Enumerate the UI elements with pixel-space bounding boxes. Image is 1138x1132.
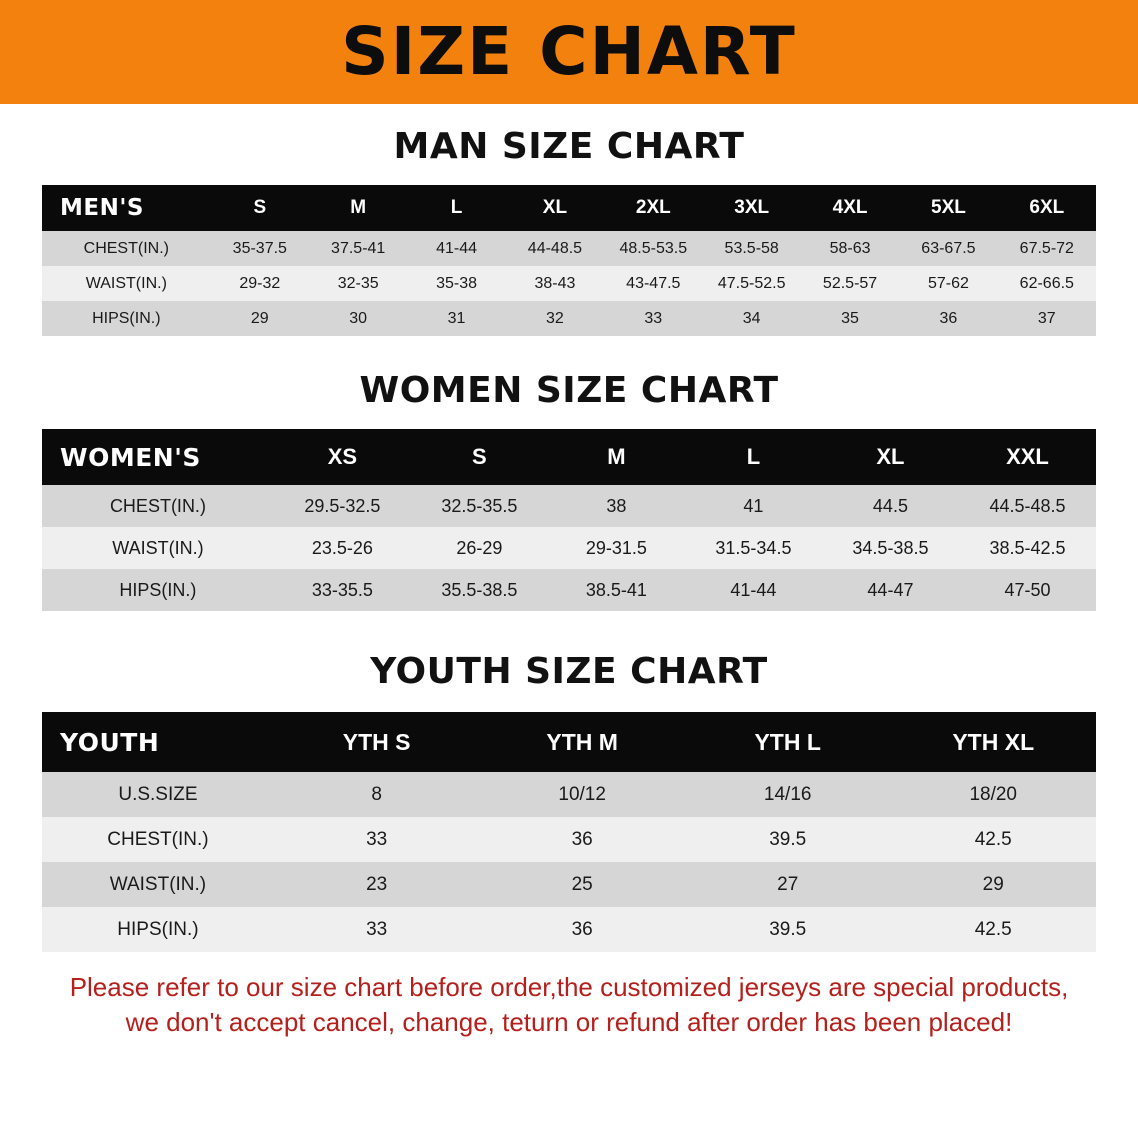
youth-cell-1-3: 14/16 [685,772,891,817]
man-size-table [42,185,1096,336]
table-header-row [42,712,1096,772]
youth-row-label: U.S.SIZE [42,772,274,817]
table-row [42,817,1096,862]
youth-cell-3-3: 27 [685,862,891,907]
women-cell-2-1: 23.5-26 [274,527,411,569]
youth-table-body [42,772,1096,952]
women-cell-3-5: 44-47 [822,569,959,611]
men-cell-1-9: 67.5-72 [998,231,1096,266]
men-cell-2-7: 52.5-57 [801,266,899,301]
youth-cell-3-4: 29 [890,862,1096,907]
women-size-table [42,429,1096,611]
men-cell-3-8: 36 [899,301,997,336]
youth-row-label: CHEST(IN.) [42,817,274,862]
men-size-header-2: M [350,197,367,218]
youth-section-heading: YOUTH SIZE CHART [370,651,768,692]
men-cell-3-5: 33 [604,301,702,336]
women-size-header-1: XS [327,444,358,469]
men-cell-3-1: 29 [211,301,309,336]
women-size-header-2: S [472,444,487,469]
men-size-header-3: L [450,197,463,218]
men-cell-1-4: 44-48.5 [506,231,604,266]
youth-cell-1-4: 18/20 [890,772,1096,817]
youth-row-label: HIPS(IN.) [42,907,274,952]
youth-size-header-3: YTH L [754,728,821,755]
men-cell-3-3: 31 [407,301,505,336]
table-header-row [42,185,1096,231]
women-table-header [42,429,1096,485]
men-cell-1-3: 41-44 [407,231,505,266]
table-row [42,266,1096,301]
women-size-header-6: XXL [1006,444,1049,469]
women-cell-2-2: 26-29 [411,527,548,569]
men-row-label: WAIST(IN.) [42,266,211,301]
note-line-1: Please refer to our size chart before order,the customized jerseys are special products, [69,972,1069,1002]
women-cell-2-3: 29-31.5 [548,527,685,569]
youth-cell-1-2: 10/12 [479,772,685,817]
youth-size-table [42,712,1096,952]
youth-cell-4-4: 42.5 [890,907,1096,952]
man-table-body [42,231,1096,336]
youth-table-header [42,712,1096,772]
man-section-heading: MAN SIZE CHART [393,126,745,167]
youth-cell-4-3: 39.5 [685,907,891,952]
women-cell-3-2: 35.5-38.5 [411,569,548,611]
women-size-header-5: XL [876,444,905,469]
table-row [42,485,1096,527]
men-size-header-8: 5XL [931,197,966,218]
youth-cell-2-3: 39.5 [685,817,891,862]
women-row-label: CHEST(IN.) [42,485,274,527]
table-row [42,907,1096,952]
men-cell-3-4: 32 [506,301,604,336]
women-cell-1-5: 44.5 [822,485,959,527]
women-table-wrapper [0,429,1138,611]
table-row [42,231,1096,266]
youth-cell-3-1: 23 [274,862,480,907]
women-cell-3-4: 41-44 [685,569,822,611]
note-line-2: we don't accept cancel, change, teturn or refund after order has been placed! [125,1007,1013,1038]
men-size-header-5: 2XL [635,197,671,218]
men-size-header-4: XL [542,197,568,218]
women-row-label: HIPS(IN.) [42,569,274,611]
men-cell-2-6: 47.5-52.5 [703,266,801,301]
women-cell-1-2: 32.5-35.5 [411,485,548,527]
men-size-header-7: 4XL [832,197,868,218]
men-cell-2-3: 35-38 [407,266,505,301]
men-cell-2-8: 57-62 [899,266,997,301]
men-cell-2-5: 43-47.5 [604,266,702,301]
women-section-heading: WOMEN SIZE CHART [359,370,779,411]
men-cell-1-8: 63-67.5 [899,231,997,266]
women-row-label-header: WOMEN'S [60,442,201,472]
youth-row-label: WAIST(IN.) [42,862,274,907]
women-size-header-4: L [746,444,761,469]
women-cell-3-6: 47-50 [959,569,1096,611]
men-row-label: CHEST(IN.) [42,231,211,266]
men-row-label: HIPS(IN.) [42,301,211,336]
youth-cell-4-2: 36 [479,907,685,952]
youth-size-header-2: YTH M [546,728,618,755]
table-row [42,527,1096,569]
women-cell-2-6: 38.5-42.5 [959,527,1096,569]
youth-cell-3-2: 25 [479,862,685,907]
men-cell-2-2: 32-35 [309,266,407,301]
youth-cell-2-4: 42.5 [890,817,1096,862]
youth-table-wrapper [0,712,1138,952]
women-cell-1-1: 29.5-32.5 [274,485,411,527]
table-row [42,862,1096,907]
men-cell-3-7: 35 [801,301,899,336]
men-cell-3-2: 30 [309,301,407,336]
men-size-header-1: S [253,197,267,218]
men-cell-2-4: 38-43 [506,266,604,301]
youth-cell-4-1: 33 [274,907,480,952]
table-header-row [42,429,1096,485]
man-row-label-header: MEN'S [60,195,144,221]
table-row [42,772,1096,817]
men-size-header-6: 3XL [734,197,770,218]
youth-row-label-header: YOUTH [60,727,160,757]
order-policy-note [40,970,1098,1040]
youth-size-header-4: YTH XL [952,728,1035,755]
women-cell-1-6: 44.5-48.5 [959,485,1096,527]
women-cell-3-1: 33-35.5 [274,569,411,611]
women-cell-2-5: 34.5-38.5 [822,527,959,569]
men-cell-2-1: 29-32 [211,266,309,301]
men-cell-1-2: 37.5-41 [309,231,407,266]
men-size-header-9: 6XL [1029,197,1065,218]
youth-cell-1-1: 8 [274,772,480,817]
youth-cell-2-1: 33 [274,817,480,862]
table-row [42,569,1096,611]
page-banner [0,0,1138,104]
men-cell-2-9: 62-66.5 [998,266,1096,301]
women-cell-3-3: 38.5-41 [548,569,685,611]
women-cell-2-4: 31.5-34.5 [685,527,822,569]
table-row [42,301,1096,336]
youth-cell-2-2: 36 [479,817,685,862]
men-cell-1-6: 53.5-58 [703,231,801,266]
men-cell-1-5: 48.5-53.5 [604,231,702,266]
women-row-label: WAIST(IN.) [42,527,274,569]
youth-size-header-1: YTH S [342,728,411,755]
man-table-header [42,185,1096,231]
men-cell-3-6: 34 [703,301,801,336]
men-cell-1-7: 58-63 [801,231,899,266]
men-cell-3-9: 37 [998,301,1096,336]
women-cell-1-3: 38 [548,485,685,527]
page-title: SIZE CHART [341,13,797,90]
women-table-body [42,485,1096,611]
women-size-header-3: M [607,444,626,469]
women-cell-1-4: 41 [685,485,822,527]
man-table-wrapper [0,185,1138,336]
men-cell-1-1: 35-37.5 [211,231,309,266]
